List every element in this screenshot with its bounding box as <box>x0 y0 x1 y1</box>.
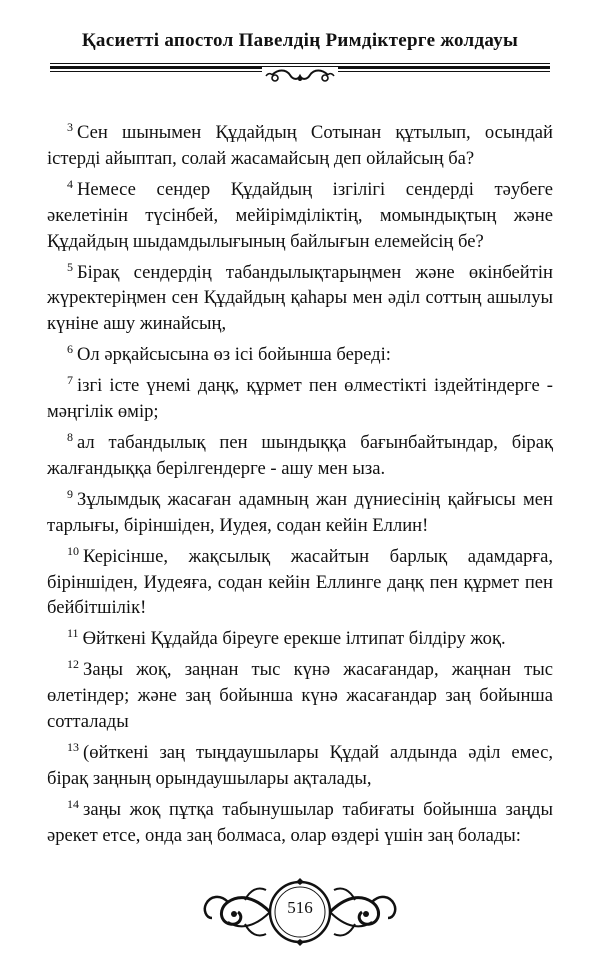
verse <box>47 172 553 255</box>
verse-number: 13 <box>67 739 79 754</box>
verse-number: 3 <box>67 120 73 134</box>
verse-text: Сен шынымен Құдайдың Сотынан құтылып, осындай істерді айыптап, солай жасамайсың деп ойлайсың ба? <box>47 122 553 169</box>
page-header-title: Қасиетті апостол Павелдің Римдіктерге жолдауы <box>81 30 519 51</box>
verse-number: 7 <box>67 373 73 388</box>
verse-number: 9 <box>67 486 73 501</box>
verse-text: ал табандылық пен шындыққа бағынбайтындар, бірақ жалғандыққа берілгендерге - ашу мен ыза. <box>47 431 553 479</box>
verse <box>47 792 553 849</box>
verse-number: 14 <box>67 796 79 811</box>
verse <box>47 652 553 735</box>
header-rule-thin-top <box>50 63 550 64</box>
verse-number: 10 <box>67 543 79 558</box>
verse <box>47 115 553 172</box>
verse <box>47 255 553 338</box>
verse-text: Зұлымдық жасаған адамның жан дүниесінің қайғысы мен тарлығы, біріншіден, Иудея, содан кейін Еллин! <box>47 488 553 536</box>
verse-number: 4 <box>67 176 73 191</box>
verse <box>47 368 553 425</box>
verse-text: Өйткені Құдайда біреуге ерекше ілтипат білдіру жоқ. <box>82 628 506 650</box>
verse-number: 11 <box>67 626 79 641</box>
verse-list <box>47 115 553 849</box>
verse <box>47 539 553 622</box>
verse-number: 12 <box>67 657 79 672</box>
verse-number: 5 <box>67 259 73 274</box>
verse <box>47 482 553 539</box>
scroll-ornament-icon <box>262 67 338 87</box>
verse <box>47 735 553 792</box>
verse <box>47 337 553 368</box>
verse-text: Ол әрқайсысына өз ісі бойынша береді: <box>77 344 391 366</box>
verse-text: ізгі істе үнемі даңқ, құрмет пен өлместікті іздейтіндерге - мәңгілік өмір; <box>47 375 553 423</box>
verse-text: Бірақ сендердің табандылықтарыңмен және өкінбейтін жүректеріңмен сен Құдайдың қаһары мен әділ соттың ашылуы күніне ашу жинайсың, <box>47 261 553 335</box>
verse-text: Керісінше, жақсылық жасайтын барлық адамдарға, біріншіден, Иудеяға, содан кейін Еллинге даңқ пен құрмет пен бейбітшілік! <box>47 545 553 619</box>
verse <box>47 425 553 482</box>
verse <box>47 621 553 652</box>
verse-text: (өйткені заң тыңдаушылары Құдай алдында әділ емес, бірақ заңның орындаушылары ақталады, <box>47 741 553 789</box>
verse-number: 6 <box>67 342 73 357</box>
verse-text: заңы жоқ пұтқа табынушылар табиғаты бойынша заңды әрекет етсе, онда заң болмаса, олар өздері үшін заң болады: <box>47 798 553 846</box>
verse-text: Заңы жоқ, заңнан тыс күнә жасағандар, жаңнан тыс өлетіндер; және заң бойынша күнә жасағандар заң бойынша сотталады <box>47 659 553 733</box>
verse-number: 8 <box>67 429 73 444</box>
page-number: 516 <box>287 898 313 917</box>
verse-text: Немесе сендер Құдайдың ізгілігі сендерді тәубеге әкелетінін түсінбей, мейірімділіктің, момындықтың және Құдайдың шыдамдылығының байлығын елемейсің бе? <box>47 178 553 252</box>
